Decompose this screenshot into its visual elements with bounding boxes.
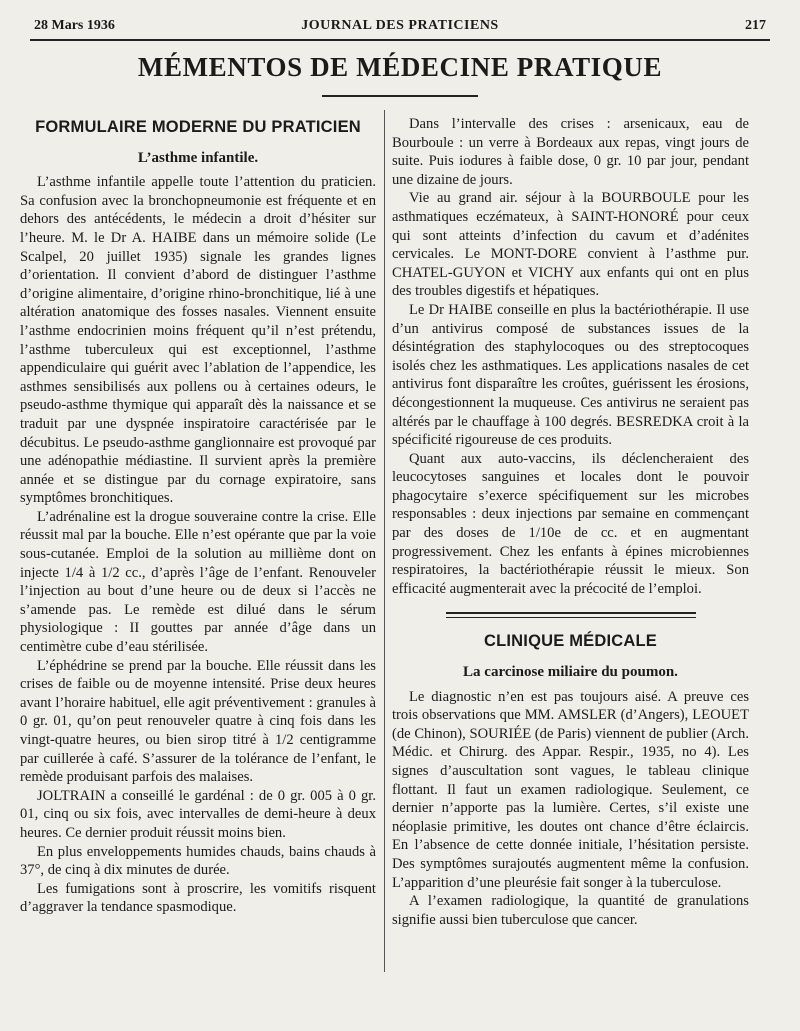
right-column bbox=[392, 115, 749, 929]
header-rule bbox=[30, 39, 770, 41]
issue-date: 28 Mars 1936 bbox=[34, 18, 115, 33]
paragraph: A l’examen radiologique, la quantité de granulations signifie aussi bien tuberculose que cancer. bbox=[392, 893, 749, 928]
paragraph: Le diagnostic n’en est pas toujours aisé. A preuve ces trois observations que MM. AMSLER (d’Angers), LEOUET (de Chinon), SOURIÉE (de Paris) viennent de publier (Arch. Médic. et Chirurg. des Appar. Respir., 1935, no 4). Les signes d’auscultation sont vagues, le tableau clinique flottant. Il faut un examen radiologique. Seulement, ce dernier n’apporte pas la lumière. Certes, s’il existe une néoplasie primitive, les doutes ont chance d’être éclaircis. En l’absence de cette donnée initiale, l’hésitation persiste. Des symptômes surajoutés augmentent même la confusion. L’apparition d’une pleurésie fait songer à la tuberculose. bbox=[392, 688, 749, 891]
paragraph: Vie au grand air. séjour à la BOURBOULE pour les asthmatiques eczémateux, à SAINT-HONORÉ pour ceux qui sont atteints d’infection du cavum et d’adénites cervicales. Le MONT-DORE convient à l’asthme pur. CHATEL-GUYON et VICHY aux enfants qui ont en plus des troubles digestifs et hépatiques. bbox=[392, 190, 749, 300]
left-column bbox=[20, 112, 376, 917]
title-rule bbox=[322, 95, 478, 97]
article-title-carcinose: La carcinose miliaire du poumon. bbox=[463, 664, 678, 681]
running-head bbox=[34, 18, 766, 38]
article-title-asthme: L’asthme infantile. bbox=[137, 149, 259, 166]
paragraph: Dans l’intervalle des crises : arsenicaux, eau de Bourboule : un verre à Bordeaux aux repas, vingt jours de suite. Puis iodures à faible dose, 0 gr. 10 par jour, pendant une dizaine de jours. bbox=[392, 116, 749, 188]
section-separator bbox=[446, 612, 696, 618]
section-title-formulaire: FORMULAIRE MODERNE DU PRATICIEN bbox=[35, 118, 361, 136]
paragraph: Les fumigations sont à proscrire, les vomitifs risquent d’aggraver la tendance spasmodique. bbox=[20, 880, 376, 916]
page-number: 217 bbox=[745, 18, 766, 33]
paragraph: Quant aux auto-vaccins, ils déclencheraient des leucocytoses sanguines et locales dont le pouvoir phagocytaire s’exerce spécifiquement sur les microbes responsables : deux injections par semaine en commençant par des doses de 1/10e de cc. et en augmentant progressivement. Chez les enfants à épines microbiennes respiratoires, la bactériothérapie réussit le mieux. Son efficacité augmenterait avec la précocité de l’emploi. bbox=[392, 450, 749, 597]
column-divider bbox=[384, 110, 385, 972]
paragraph: L’asthme infantile appelle toute l’attention du praticien. Sa confusion avec la bronchopneumonie est fréquente et en dehors des antécédents, le médecin a droit d’hésiter sur l’heure. M. le Dr A. HAIBE dans un mémoire solide (Le Scalpel, 20 juillet 1935) signale les grandes lignes d’orientation. Il convient d’abord de distinguer l’asthme d’origine alimentaire, d’origine rhino-bronchitique, lié à une altération anatomique des fosses nasales. Viennent ensuite l’asthme endocrinien moins fréquent qu’il n’est prétendu, l’asthme tuberculeux qui est exceptionnel, l’asthme appendiculaire qui guérit avec l’ablation de l’appendice, les asthmes sensibilisés aux pollens ou à certaines odeurs, le pseudo-asthme thymique qui apparaît dès la naissance et se traduit par une dyspnée inspiratoire caractérisée par le décubitus. Le pseudo-asthme ganglionnaire est provoqué par une adénopathie médiastine. Il survient après la première année et se distingue par du cornage expiratoire, sans symptômes bronchitiques. bbox=[20, 174, 376, 507]
paragraph: Le Dr HAIBE conseille en plus la bactériothérapie. Il use d’un antivirus composé de substances issues de la désintégration des staphylocoques ou des streptocoques isolés chez les asthmatiques. Les applications nasales de cet antivirus font disparaître les croûtes, guérissent les érosions, décongestionnent la muqueuse. Ces antivirus ne seraient pas altérés par le chauffage à 100 degrés. BESREDKA croit à la spécificité rigoureuse de ces produits. bbox=[392, 301, 749, 449]
paragraph: L’adrénaline est la drogue souveraine contre la crise. Elle réussit mal par la bouche. Elle n’est opérante que par la voie sous-cutanée. Emploi de la solution au millième dont on injecte 1/4 à 1/2 cc., d’après l’âge de l’enfant. Renouveler l’injection au bout d’une heure ou de deux si l’accès ne s’amende pas. Le remède est dilué dans le sérum physiologique : II gouttes par année d’âge dans un centimètre cube d’eau stérilisée. bbox=[20, 508, 376, 656]
journal-name: JOURNAL DES PRATICIENS bbox=[301, 18, 499, 33]
main-title: MÉMENTOS DE MÉDECINE PRATIQUE bbox=[137, 52, 663, 82]
paragraph: En plus enveloppements humides chauds, bains chauds à 37°, de cinq à dix minutes de durée. bbox=[20, 843, 376, 879]
section-title-clinique: CLINIQUE MÉDICALE bbox=[484, 632, 657, 651]
paragraph: L’éphédrine se prend par la bouche. Elle réussit dans les crises de faible ou de moyenne intensité. Prise deux heures avant l’horaire habituel, elle agit préventivement : granules à 0 gr. 01, qu’on peut renouveler quatre à cinq fois dans les vingt-quatre heures, ou bien sirop titré à 1/2 centigramme par cuillerée à café. S’assurer de la tolérance de l’enfant, le remède produisant parfois des malaises. bbox=[20, 657, 376, 786]
paragraph: JOLTRAIN a conseillé le gardénal : de 0 gr. 005 à 0 gr. 01, cinq ou six fois, avec intervalles de demi-heure à deux heures. Ce dernier produit réussit moins bien. bbox=[20, 787, 376, 841]
